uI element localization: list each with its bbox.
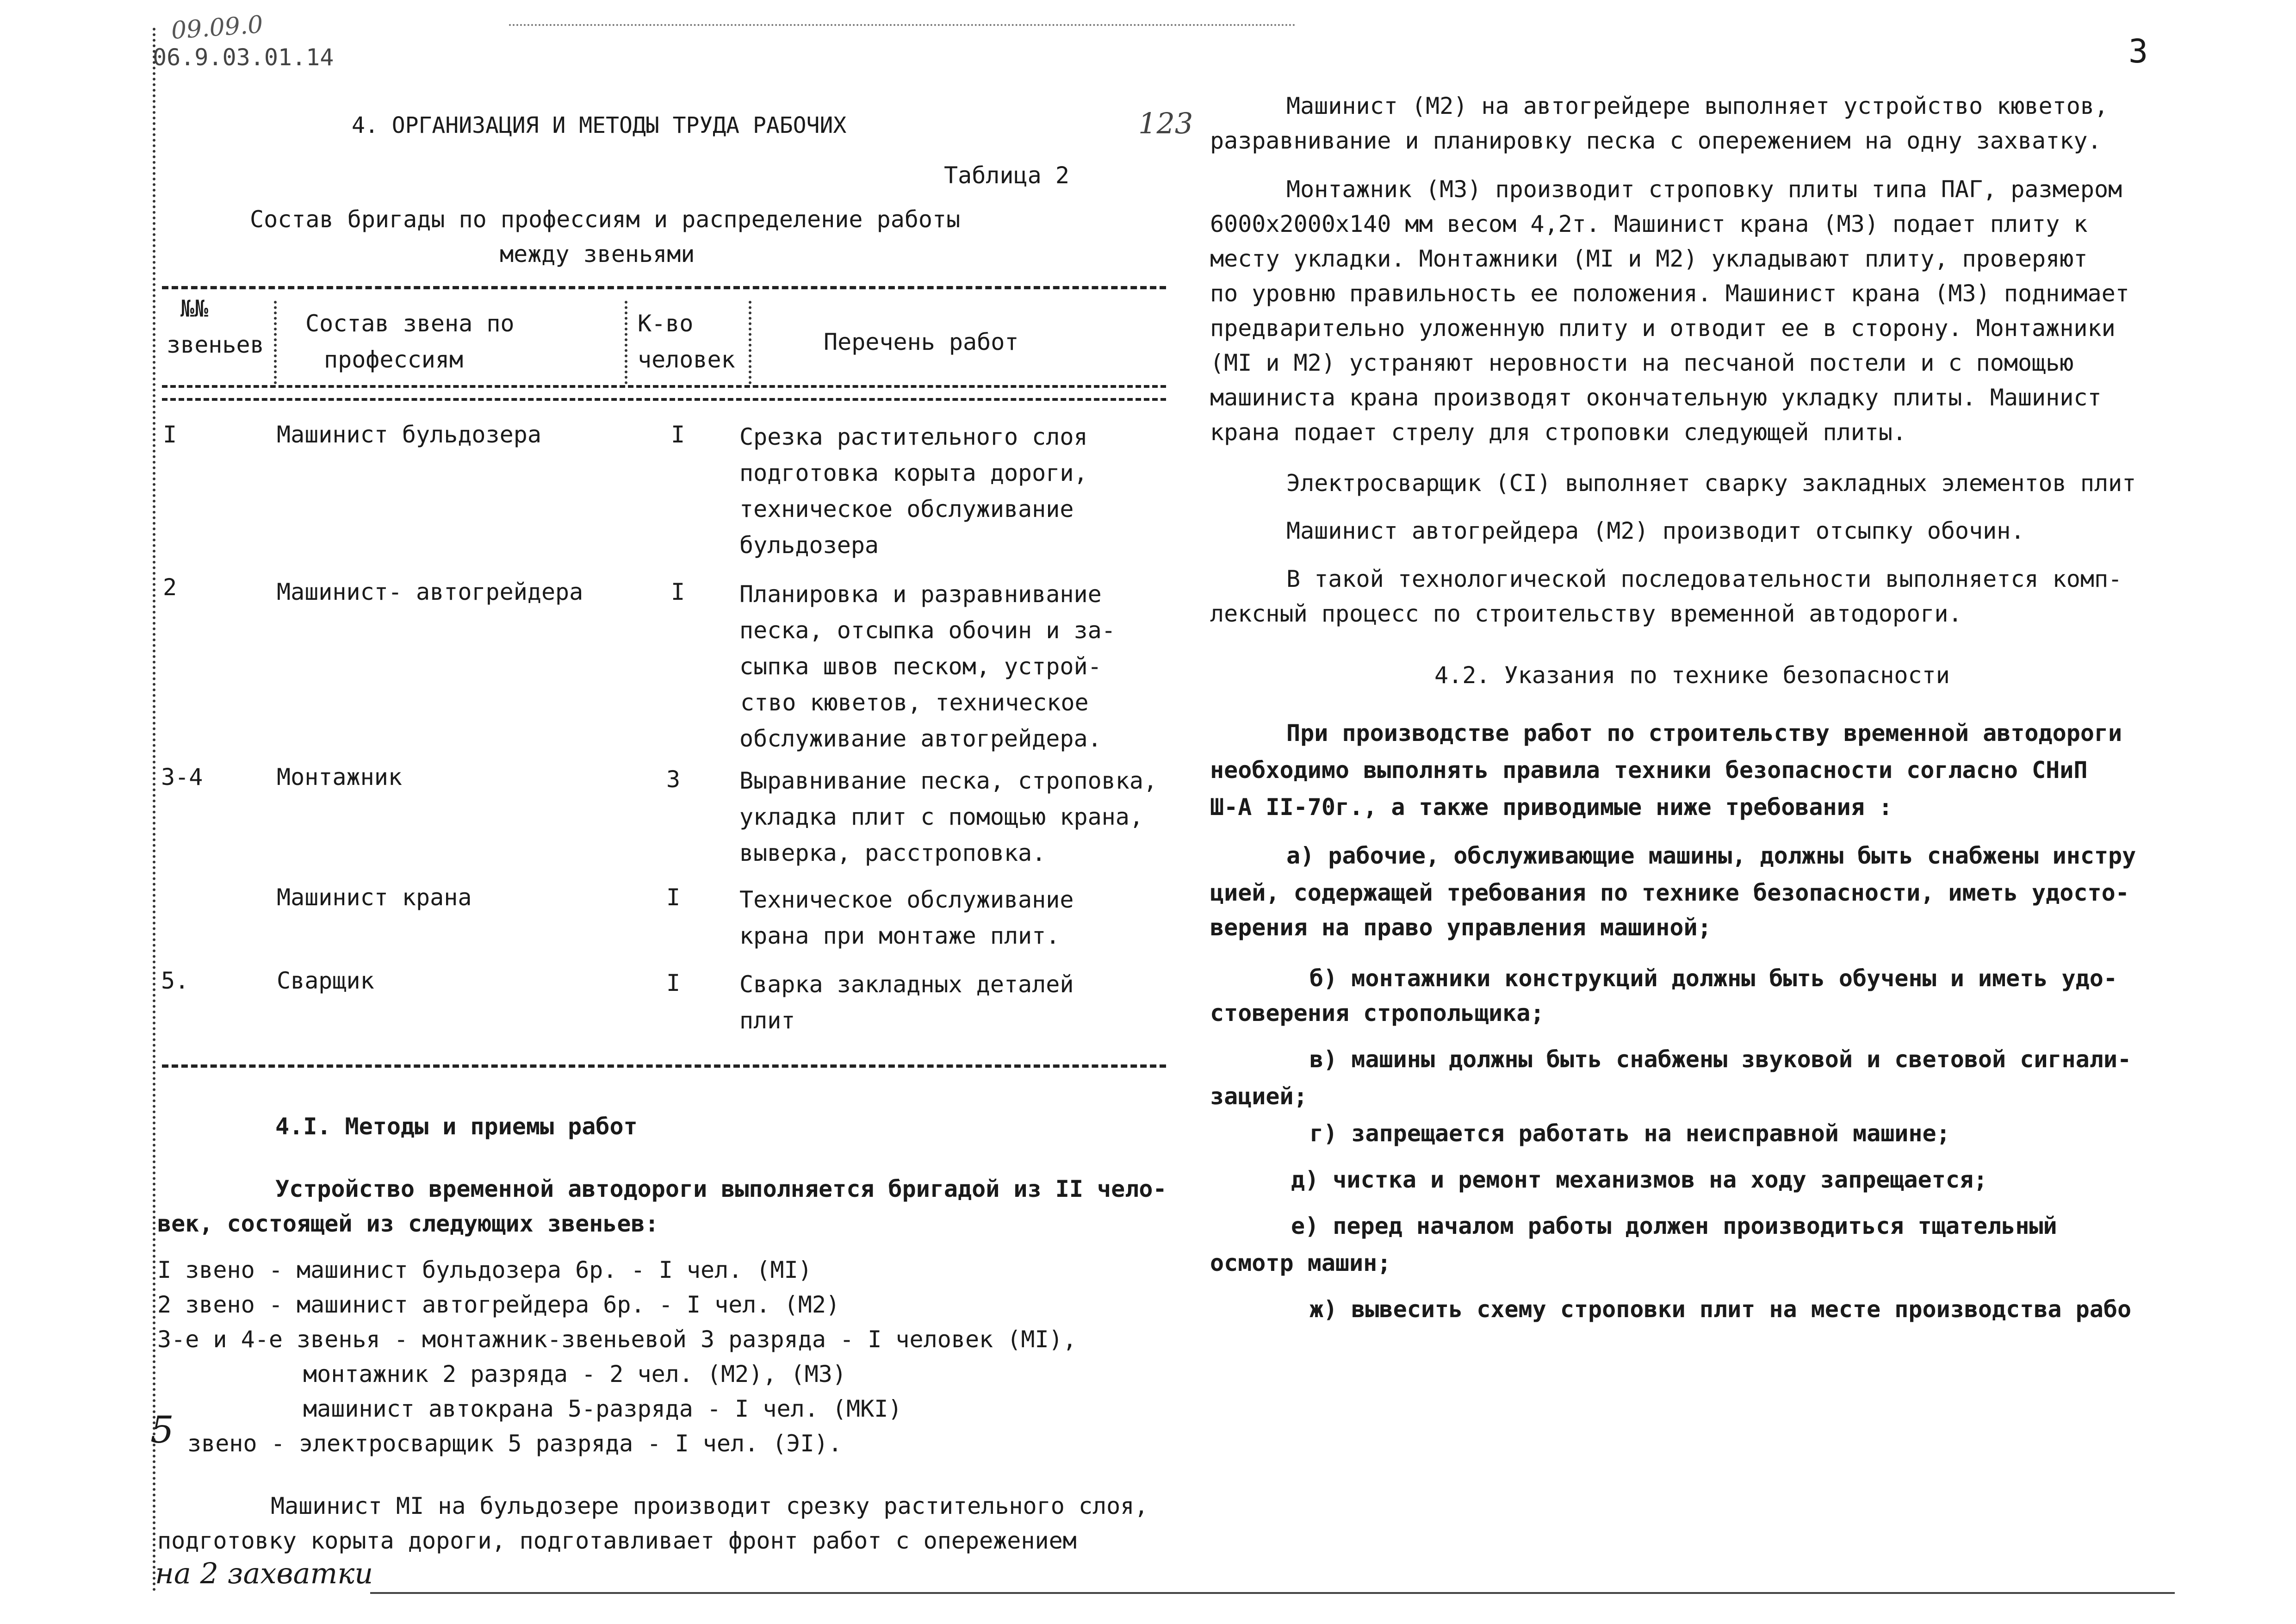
row3-profession: Монтажник xyxy=(277,764,402,790)
page-number: 3 xyxy=(2128,32,2148,70)
safety-intro-line3: Ш-А II-70г., а также приводимые ниже требования : xyxy=(1210,794,1893,821)
item-a-line1: а) рабочие, обслуживающие машины, должны быть снабжены инстру xyxy=(1286,842,2136,869)
right-p2-line5: предварительно уложенную плиту и отводит ее в сторону. Монтажники xyxy=(1210,315,2116,342)
row2-count: I xyxy=(671,579,685,605)
item-e-line2: осмотр машин; xyxy=(1210,1250,1391,1276)
row2-works: Планировка и разравнивание песка, отсыпка обочин и за- сыпка швов песком, устрой- ство кюветов, техническое обслуживание автогрейдера. xyxy=(739,581,1116,752)
item-v-line2: зацией; xyxy=(1210,1083,1308,1110)
table-col-sep-2 xyxy=(625,301,627,384)
unit-line-6: звено - электросварщик 5 разряда - I чел. (ЭI). xyxy=(187,1430,842,1457)
row2-num: 2 xyxy=(163,574,177,601)
right-p2-line2: 6000х2000х140 мм весом 4,2т. Машинист крана (М3) подает плиту к xyxy=(1210,211,2088,237)
row4-profession: Машинист крана xyxy=(277,884,472,911)
table-bottom-rule xyxy=(162,1064,1166,1068)
item-zh: ж) вывесить схему строповки плит на месте производства рабо xyxy=(1309,1296,2132,1323)
right-p2-line4: по уровню правильность ее положения. Машинист крана (М3) поднимает xyxy=(1210,280,2129,307)
table-label: Таблица 2 xyxy=(944,162,1069,189)
safety-title: 4.2. Указания по технике безопасности xyxy=(1434,662,1950,689)
right-p2-line1: Монтажник (М3) производит строповку плиты типа ПАГ, размером xyxy=(1286,176,2122,203)
row4-count: I xyxy=(666,884,681,911)
item-b-line2: стоверения стропольщика; xyxy=(1210,1000,1545,1027)
row1-profession: Машинист бульдозера xyxy=(277,421,541,448)
table-title-line2: между звеньями xyxy=(500,241,695,268)
right-p1-line2: разравнивание и планировку песка с опережением на одну захватку. xyxy=(1210,127,2102,154)
item-a-line2: цией, содержащей требования по технике безопасности, иметь удосто- xyxy=(1210,879,2129,906)
section-title: 4. ОРГАНИЗАЦИЯ И МЕТОДЫ ТРУДА РАБОЧИХ xyxy=(352,112,847,138)
item-a-line3: верения на право управления машиной; xyxy=(1210,914,1712,941)
archive-stamp-top: 09.09.0 xyxy=(170,11,264,45)
item-v-line1: в) машины должны быть снабжены звуковой и световой сигнали- xyxy=(1309,1046,2132,1073)
item-d: д) чистка и ремонт механизмов на ходу запрещается; xyxy=(1291,1166,1988,1193)
header-count: К-во человек xyxy=(638,310,735,373)
handwritten-5: 5 xyxy=(150,1408,174,1451)
unit-line-1: I звено - машинист бульдозера 6р. - I чел. (МI) xyxy=(157,1257,812,1283)
row5-num: 5. xyxy=(161,967,189,994)
header-composition: Состав звена по профессиям xyxy=(305,310,515,373)
row5-count: I xyxy=(666,970,681,996)
m1-line2: подготовку корыта дороги, подготавливает фронт работ с опережением xyxy=(157,1527,1077,1554)
right-p2-line6: (МI и М2) устраняют неровности на песчаной постели и с помощью xyxy=(1210,349,2074,376)
margin-mark: 123 xyxy=(1138,106,1193,140)
row3-count: 3 xyxy=(666,766,681,793)
left-margin-dots xyxy=(153,28,155,1592)
right-p2-line8: крана подает стрелу для строповки следующей плиты. xyxy=(1210,419,1907,446)
right-p1-line1: Машинист (М2) на автогрейдере выполняет устройство кюветов, xyxy=(1286,93,2109,119)
bottom-rule xyxy=(370,1592,2175,1594)
header-num: №№ звеньев xyxy=(167,295,264,358)
row5-profession: Сварщик xyxy=(277,967,374,994)
header-works: Перечень работ xyxy=(824,329,1019,355)
row1-num: I xyxy=(163,421,177,448)
row3-num: 3-4 xyxy=(161,764,203,790)
safety-intro-line2: необходимо выполнять правила техники безопасности согласно СНиП xyxy=(1210,757,2088,784)
table-header-rule xyxy=(162,385,1166,401)
m1-line1: Машинист МI на бульдозере производит срезку растительного слоя, xyxy=(271,1493,1148,1519)
right-p4: Машинист автогрейдера (М2) производит отсыпку обочин. xyxy=(1286,517,2025,544)
handwritten-continuation: на 2 захватки xyxy=(155,1556,373,1590)
row2-profession: Машинист- автогрейдера xyxy=(277,579,583,605)
row1-count: I xyxy=(671,421,685,448)
right-p5-line2: лексный процесс по строительству временной автодороги. xyxy=(1210,600,1962,627)
table-col-sep-3 xyxy=(749,301,751,384)
right-p3: Электросварщик (СI) выполняет сварку закладных элементов плит xyxy=(1286,470,2136,497)
item-b-line1: б) монтажники конструкций должны быть обучены и иметь удо- xyxy=(1309,965,2117,992)
row5-works: Сварка закладных деталей плит xyxy=(739,971,1074,1034)
unit-line-5: машинист автокрана 5-разряда - I чел. (МКI) xyxy=(303,1395,902,1422)
unit-line-3: 3-е и 4-е звенья - монтажник-звеньевой 3 разряда - I человек (МI), xyxy=(157,1326,1077,1353)
unit-line-2: 2 звено - машинист автогрейдера 6р. - I чел. (М2) xyxy=(157,1291,840,1318)
row1-works: Срезка растительного слоя подготовка корыта дороги, техническое обслуживание бульдозера xyxy=(739,423,1088,559)
table-top-rule xyxy=(162,286,1166,289)
archive-stamp-number: 06.9.03.01.14 xyxy=(153,44,334,71)
top-rule xyxy=(509,24,1296,26)
right-p2-line7: машиниста крана производят окончательную укладку плиты. Машинист xyxy=(1210,384,2102,411)
table-col-sep-1 xyxy=(274,301,277,384)
item-g: г) запрещается работать на неисправной машине; xyxy=(1309,1120,1950,1147)
item-e-line1: е) перед началом работы должен производиться тщательный xyxy=(1291,1213,2057,1239)
safety-intro-line1: При производстве работ по строительству временной автодороги xyxy=(1286,720,2122,747)
row4-works: Техническое обслуживание крана при монтаже плит. xyxy=(739,886,1074,949)
subsection-41-title: 4.I. Методы и приемы работ xyxy=(275,1113,638,1140)
table-title-line1: Состав бригады по профессиям и распределение работы xyxy=(250,206,961,233)
right-p2-line3: месту укладки. Монтажники (МI и М2) укладывают плиту, проверяют xyxy=(1210,245,2088,272)
row3-works: Выравнивание песка, строповка, укладка плит с помощью крана, выверка, расстроповка. xyxy=(739,767,1158,866)
subsection-41-intro-line1: Устройство временной автодороги выполняется бригадой из II чело- xyxy=(275,1176,1167,1202)
right-p5-line1: В такой технологической последовательности выполняется комп- xyxy=(1286,566,2122,592)
subsection-41-intro-line2: век, состоящей из следующих звеньев: xyxy=(157,1210,659,1237)
unit-line-4: монтажник 2 разряда - 2 чел. (М2), (М3) xyxy=(303,1361,846,1388)
